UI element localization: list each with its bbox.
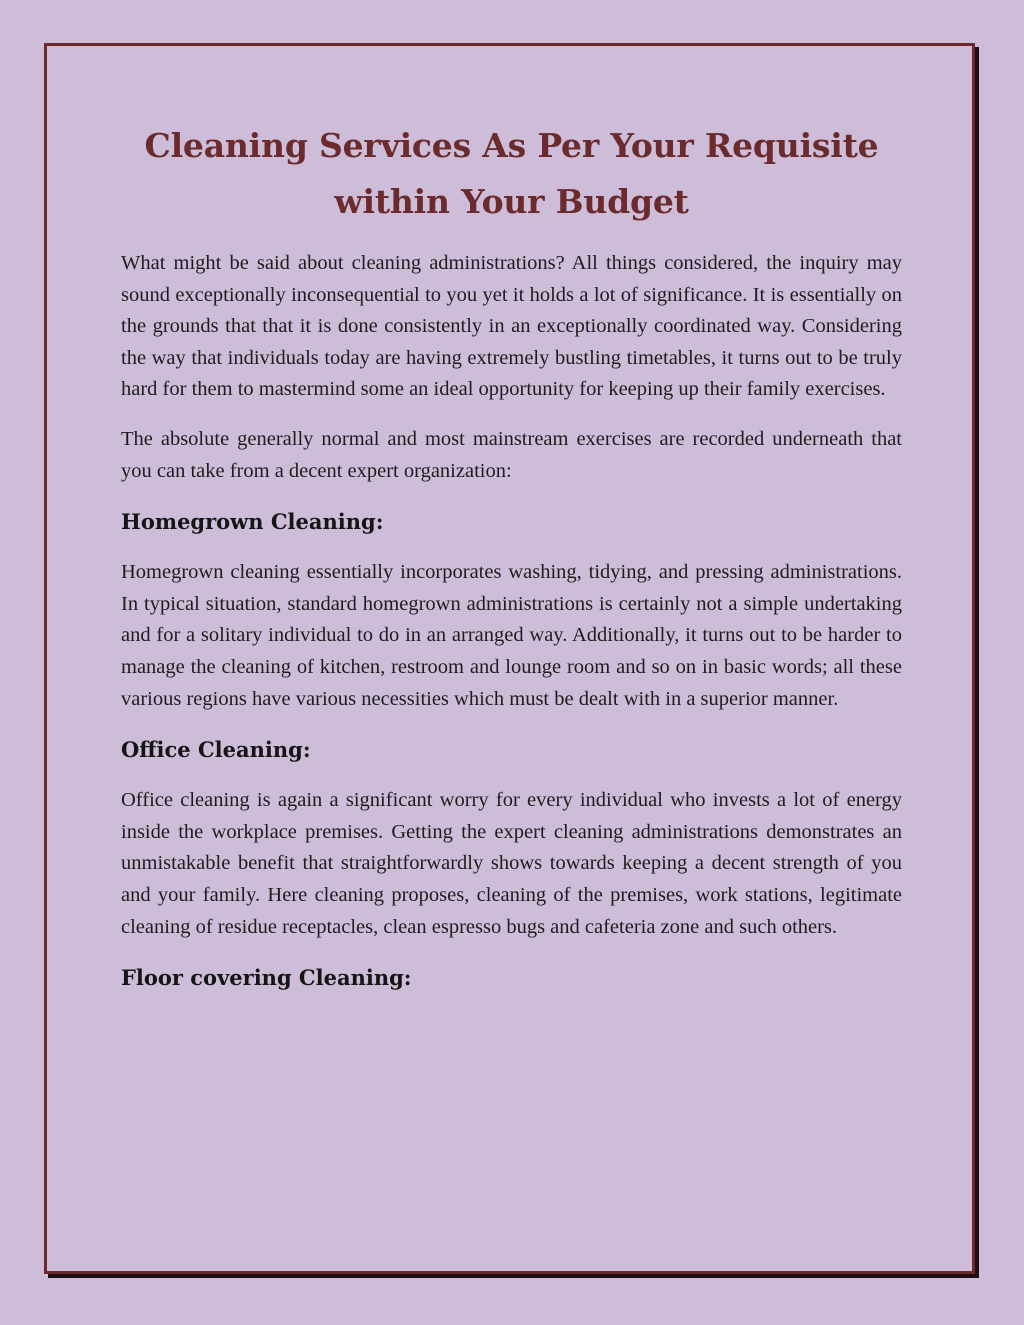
document-content bbox=[121, 118, 902, 1013]
intro-paragraph: What might be said about cleaning administrations? All things considered, the inquiry may sound exceptionally inconsequential to you yet it holds a lot of significance. It is essentially on the grounds that that it is done consistently in an exceptionally coordinated way. Considering the way that individuals today are having extremely bustling timetables, it turns out to be truly hard for them to mastermind some an ideal opportunity for keeping up their family exercises. bbox=[121, 252, 902, 401]
intro-paragraph: The absolute generally normal and most mainstream exercises are recorded underneath that you can take from a decent expert organization: bbox=[121, 427, 902, 482]
section-heading-homegrown-cleaning: Homegrown Cleaning: bbox=[121, 509, 384, 535]
section-heading-office-cleaning: Office Cleaning: bbox=[121, 737, 311, 763]
section-body-office-cleaning: Office cleaning is again a significant worry for every individual who invests a lot of energy inside the workplace premises. Getting the expert cleaning administrations demonstrates an unmistakable benefit that straightforwardly shows towards keeping a decent strength of you and your family. Here cleaning proposes, cleaning of the premises, work stations, legitimate cleaning of residue receptacles, clean espresso bugs and cafeteria zone and such others. bbox=[121, 789, 902, 938]
section-heading-floor-covering-cleaning: Floor covering Cleaning: bbox=[121, 965, 412, 991]
document-title: Cleaning Services As Per Your Requisite within Your Budget bbox=[144, 126, 879, 221]
section-body-homegrown-cleaning: Homegrown cleaning essentially incorporates washing, tidying, and pressing administrations. In typical situation, standard homegrown administrations is certainly not a simple undertaking and for a solitary individual to do in an arranged way. Additionally, it turns out to be harder to manage the cleaning of kitchen, restroom and lounge room and so on in basic words; all these various regions have various necessities which must be dealt with in a superior manner. bbox=[121, 561, 902, 710]
